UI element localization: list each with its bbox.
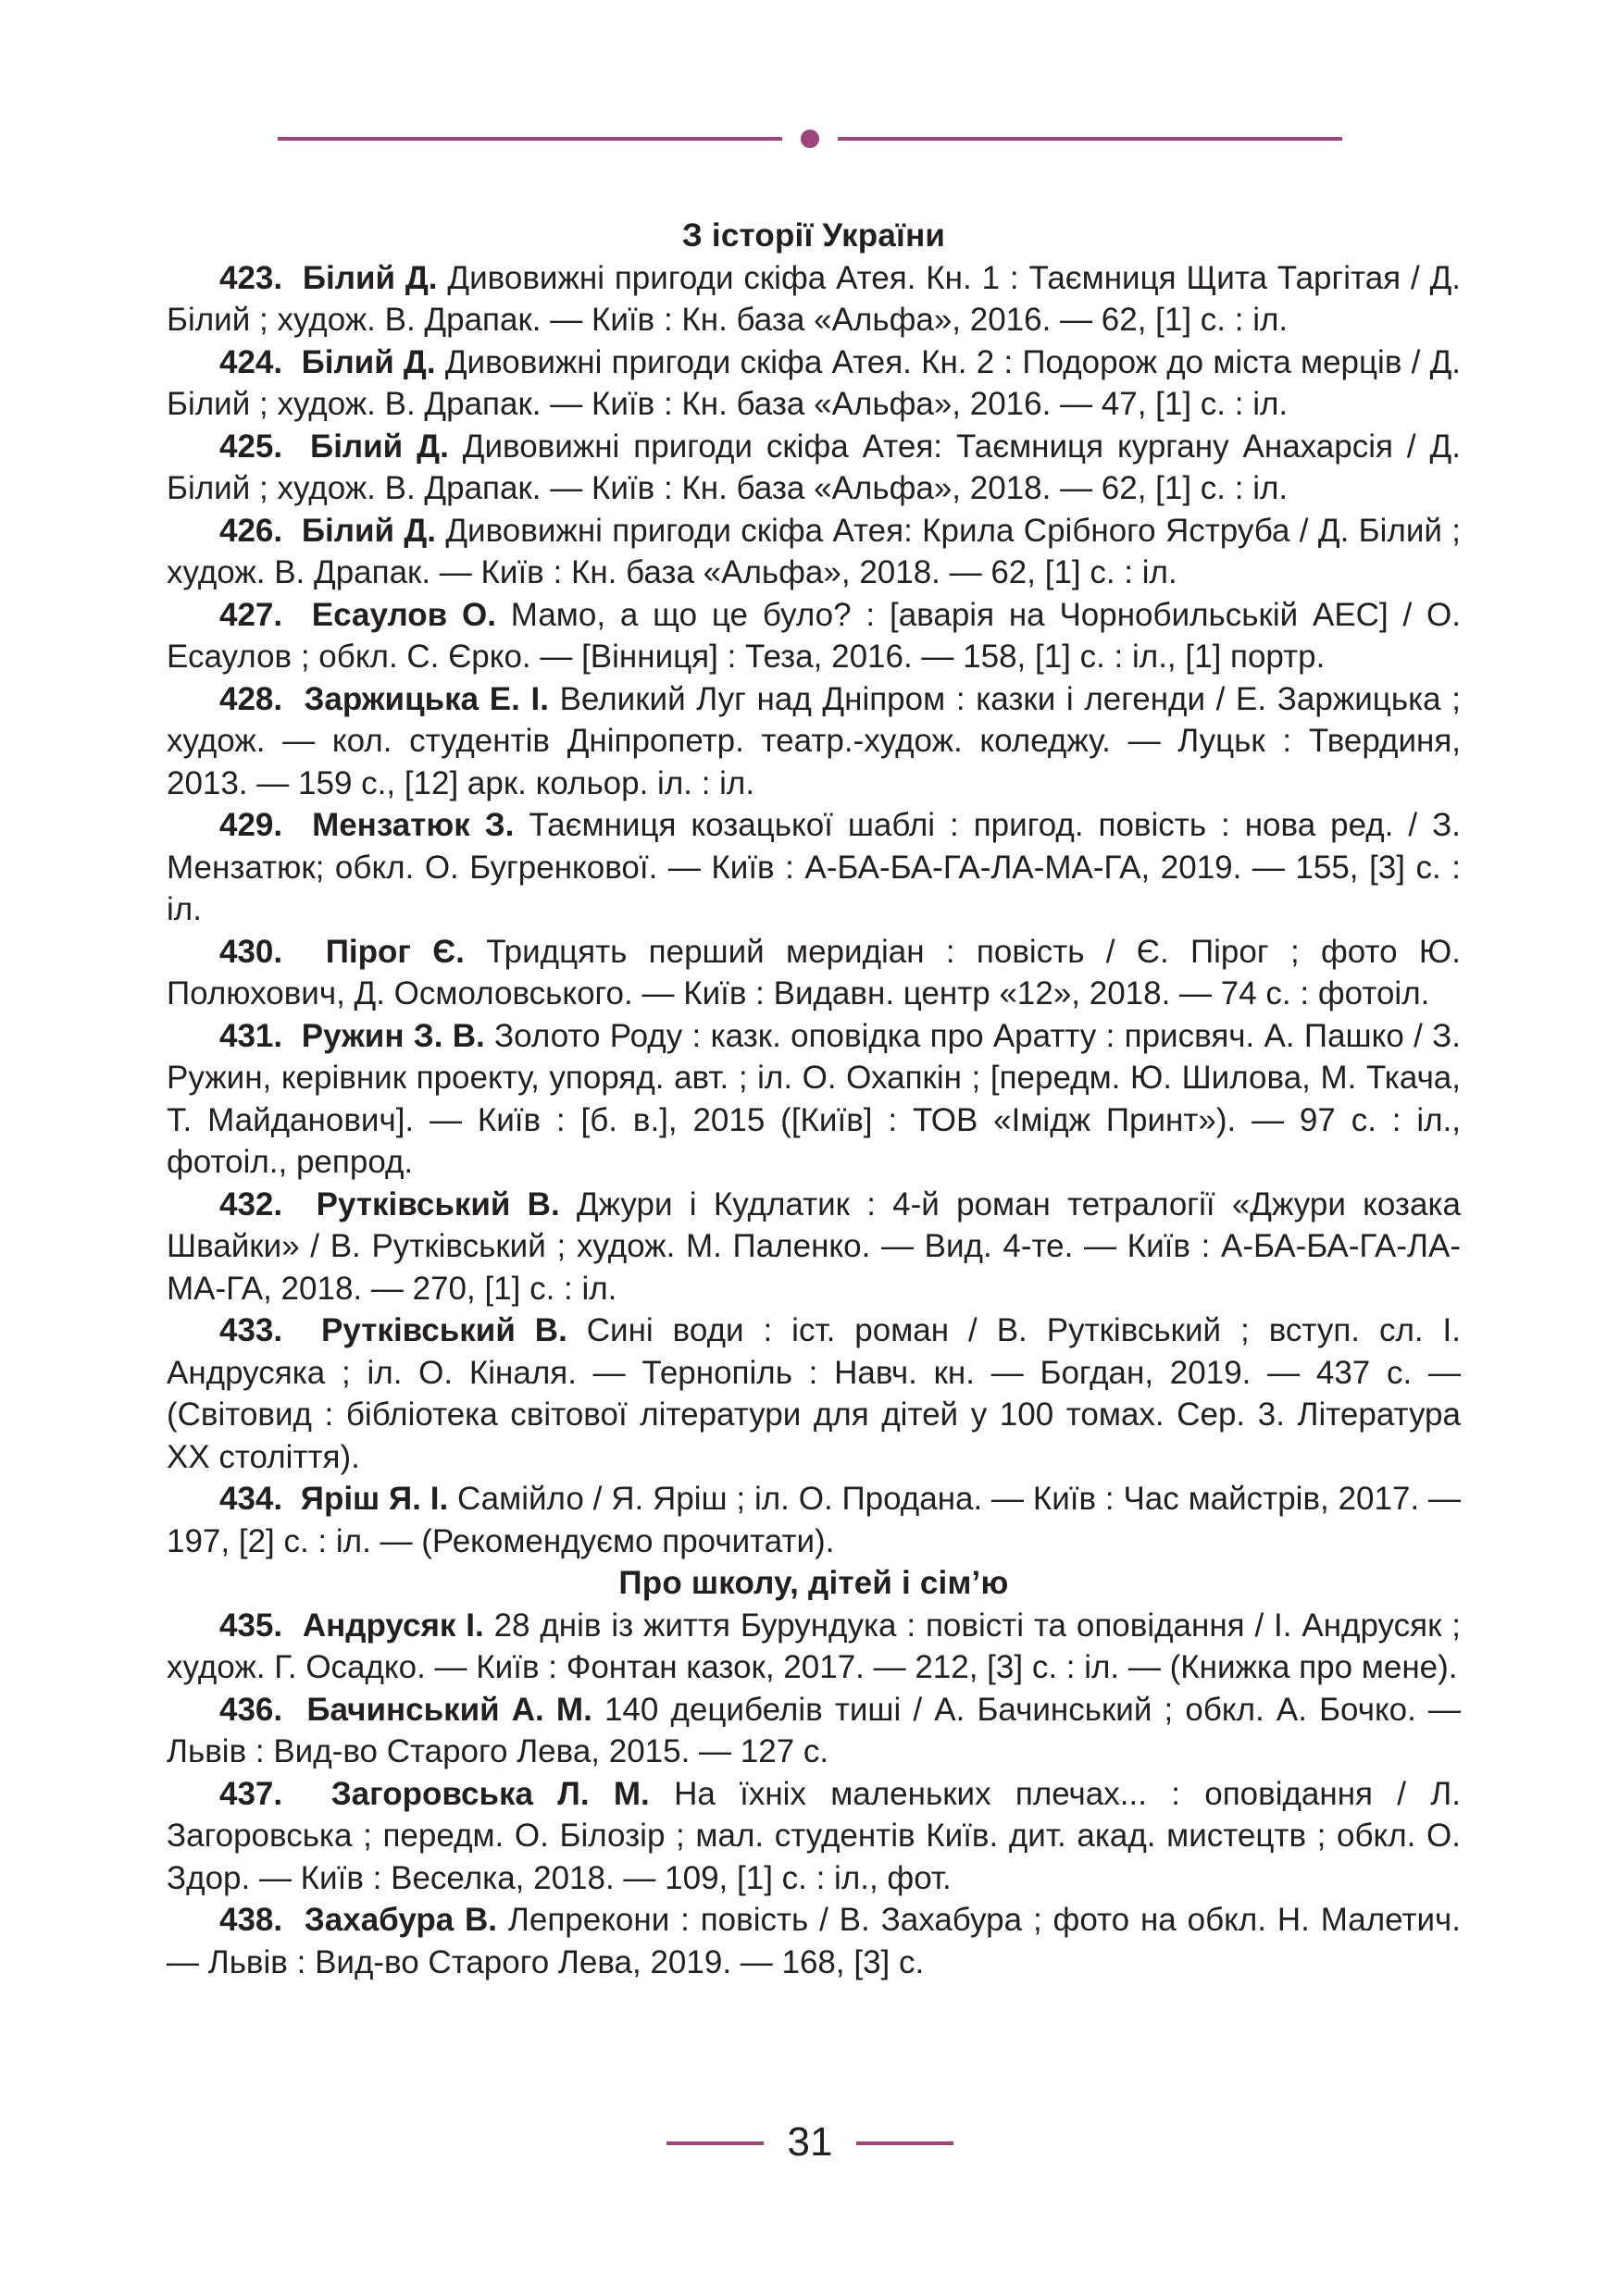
bibliography-entry bbox=[167, 804, 1461, 931]
bibliography-entry bbox=[167, 1689, 1461, 1773]
bibliography-entry bbox=[167, 678, 1461, 805]
entry-number: 434. bbox=[219, 1481, 283, 1517]
bibliography-content bbox=[167, 215, 1461, 1983]
page-number: 31 bbox=[787, 2119, 833, 2165]
entry-number: 431. bbox=[219, 1017, 283, 1054]
entry-description: Лепрекони : повість / В. Захабура ; фото на обкл. Н. Малетич. — Львів : Вид-во Старого Лева, 2019. — 168, [3] с. bbox=[167, 1902, 1461, 1980]
section-heading: Про школу, дітей і сім’ю bbox=[618, 1565, 1009, 1601]
entry-author: Андрусяк І. bbox=[302, 1607, 484, 1644]
entry-author: Рутківський В. bbox=[316, 1185, 560, 1222]
entry-author: Мензатюк З. bbox=[312, 807, 515, 843]
entry-description: Дивовижні пригоди скіфа Атея. Кн. 2 : Подорож до міста мерців / Д. Білий ; худож. В. Драпак. — Київ : Кн. база «Альфа», 2016. — 47, [1] с. : іл. bbox=[167, 343, 1462, 422]
entry-number: 429. bbox=[219, 807, 283, 843]
entry-description: 140 децибелів тиші / А. Бачинський ; обкл. А. Бочко. — Львів : Вид-во Старого Лева, 2015. — 127 с. bbox=[167, 1691, 1461, 1769]
entry-author: Бачинський А. М. bbox=[306, 1691, 592, 1728]
entry-author: Яріш Я. І. bbox=[300, 1481, 449, 1517]
entry-number: 436. bbox=[219, 1691, 283, 1728]
entry-number: 424. bbox=[219, 343, 283, 380]
page-footer bbox=[666, 2119, 953, 2166]
entry-author: Захабура В. bbox=[304, 1902, 498, 1938]
entry-description: Золото Роду : казк. оповідка про Аратту : присвяч. А. Пашко / З. Ружин, керівник проекту, упоряд. авт. ; іл. О. Охапкін ; [передм. Ю. Шилова, М. Ткача, Т. Майданович]. — Київ : [б. в.], 2015 ([Київ] : ТОВ «Імідж Принт»). — 97 с. : іл., фотоіл., репрод. bbox=[167, 1017, 1461, 1180]
entry-number: 437. bbox=[219, 1775, 283, 1812]
bibliography-entry bbox=[167, 1899, 1461, 1983]
entry-author: Пірог Є. bbox=[325, 933, 465, 970]
top-rule-left bbox=[278, 137, 782, 141]
bibliography-entry bbox=[167, 1478, 1461, 1562]
entry-description: Дивовижні пригоди скіфа Атея. Кн. 1 : Таємниця Щита Таргітая / Д. Білий ; худож. В. Драпак. — Київ : Кн. база «Альфа», 2016. — 62, [1] с. : іл. bbox=[167, 259, 1461, 338]
entry-description: Дивовижні пригоди скіфа Атея: Таємниця кургану Анахарсія / Д. Білий ; худож. В. Драпак. — Київ : Кн. база «Альфа», 2018. — 62, [1] с. : іл. bbox=[167, 428, 1461, 506]
bibliography-entry bbox=[167, 931, 1461, 1015]
entry-number: 433. bbox=[219, 1312, 283, 1348]
entry-description: Дивовижні пригоди скіфа Атея: Крила Срібного Яструба / Д. Білий ; худож. В. Драпак. — Київ : Кн. база «Альфа», 2018. — 62, [1] с. : іл. bbox=[167, 512, 1461, 590]
entry-author: Білий Д. bbox=[302, 259, 438, 296]
bibliography-entry bbox=[167, 426, 1461, 510]
bibliography-entry bbox=[167, 1184, 1461, 1310]
entry-description: Сині води : іст. роман / В. Рутківський ; вступ. сл. І. Андрусяка ; іл. О. Кіналя. — Тернопіль : Навч. кн. — Богдан, 2019. — 437 с. — (Світовид : бібліотека світової літератури для дітей у 100 томах. Сер. 3. Література ХХ століття). bbox=[167, 1312, 1462, 1475]
top-ornament bbox=[278, 130, 1342, 148]
entry-number: 428. bbox=[219, 680, 283, 717]
entry-author: Ружин З. В. bbox=[301, 1017, 485, 1054]
entry-description: Самійло / Я. Яріш ; іл. О. Продана. — Київ : Час майстрів, 2017. — 197, [2] с. : іл. — (Рекомендуємо прочитати). bbox=[167, 1481, 1461, 1559]
entry-author: Рутківський В. bbox=[321, 1312, 567, 1348]
section-heading: З історії України bbox=[681, 217, 946, 254]
bibliography-entry bbox=[167, 341, 1461, 426]
top-rule-right bbox=[838, 137, 1342, 141]
footer-rule-left bbox=[666, 2141, 764, 2145]
entry-author: Білий Д. bbox=[301, 343, 436, 380]
footer-rule-right bbox=[856, 2141, 953, 2145]
entry-number: 438. bbox=[219, 1902, 283, 1938]
entry-number: 435. bbox=[219, 1607, 283, 1644]
entry-description: 28 днів із життя Бурундука : повісті та оповідання / І. Андрусяк ; худож. Г. Осадко. — Київ : Фонтан казок, 2017. — 212, [3] с. : іл. — (Книжка про мене). bbox=[167, 1607, 1461, 1685]
bibliography-entry bbox=[167, 510, 1461, 594]
entry-number: 430. bbox=[219, 933, 283, 970]
entry-number: 432. bbox=[219, 1185, 283, 1222]
entry-author: Білий Д. bbox=[301, 512, 436, 549]
entry-description: Мамо, а що це було? : [аварія на Чорнобильській АЕС] / О. Есаулов ; обкл. С. Єрко. — [Вінниця] : Теза, 2016. — 158, [1] с. : іл., [1] портр. bbox=[167, 596, 1462, 675]
entry-number: 426. bbox=[219, 512, 283, 549]
entry-description: Тридцять перший меридіан : повість / Є. Пірог ; фото Ю. Полюхович, Д. Осмоловського. — Київ : Видавн. центр «12», 2018. — 74 с. : фотоіл. bbox=[167, 933, 1461, 1011]
ornament-dot bbox=[801, 130, 819, 148]
entry-description: На їхніх маленьких плечах... : оповідання / Л. Загоровська ; передм. О. Білозір ; мал. студентів Київ. дит. акад. мистецтв ; обкл. О. Здор. — Київ : Веселка, 2018. — 109, [1] с. : іл., фот. bbox=[167, 1775, 1461, 1896]
entry-author: Заржицька Е. І. bbox=[304, 680, 549, 717]
entry-author: Загоровська Л. М. bbox=[330, 1775, 650, 1812]
entry-number: 427. bbox=[219, 596, 283, 633]
entry-author: Білий Д. bbox=[310, 428, 449, 465]
bibliography-entry bbox=[167, 1309, 1461, 1478]
entry-author: Есаулов О. bbox=[311, 596, 496, 633]
bibliography-entry bbox=[167, 594, 1461, 678]
bibliography-entry bbox=[167, 1015, 1461, 1184]
entry-number: 425. bbox=[219, 428, 283, 465]
entry-description: Джури і Кудлатик : 4-й роман тетралогії «Джури козака Швайки» / В. Рутківський ; худож. М. Паленко. — Вид. 4-те. — Київ : А-БА-БА-ГА-ЛА-МА-ГА, 2018. — 270, [1] с. : іл. bbox=[167, 1185, 1461, 1307]
entry-number: 423. bbox=[219, 259, 283, 296]
entry-description: Великий Луг над Дніпром : казки і легенди / Е. Заржицька ; худож. — кол. студентів Дніпропетр. театр.-худож. коледжу. — Луцьк : Твердиня, 2013. — 159 с., [12] арк. кольор. іл. : іл. bbox=[167, 680, 1461, 801]
bibliography-entry bbox=[167, 257, 1461, 341]
bibliography-entry bbox=[167, 1773, 1461, 1900]
entry-description: Таємниця козацької шаблі : пригод. повість : нова ред. / З. Мензатюк; обкл. О. Бугренкової. — Київ : А-БА-БА-ГА-ЛА-МА-ГА, 2019. — 155, [3] с. : іл. bbox=[167, 807, 1461, 927]
bibliography-entry bbox=[167, 1605, 1461, 1689]
